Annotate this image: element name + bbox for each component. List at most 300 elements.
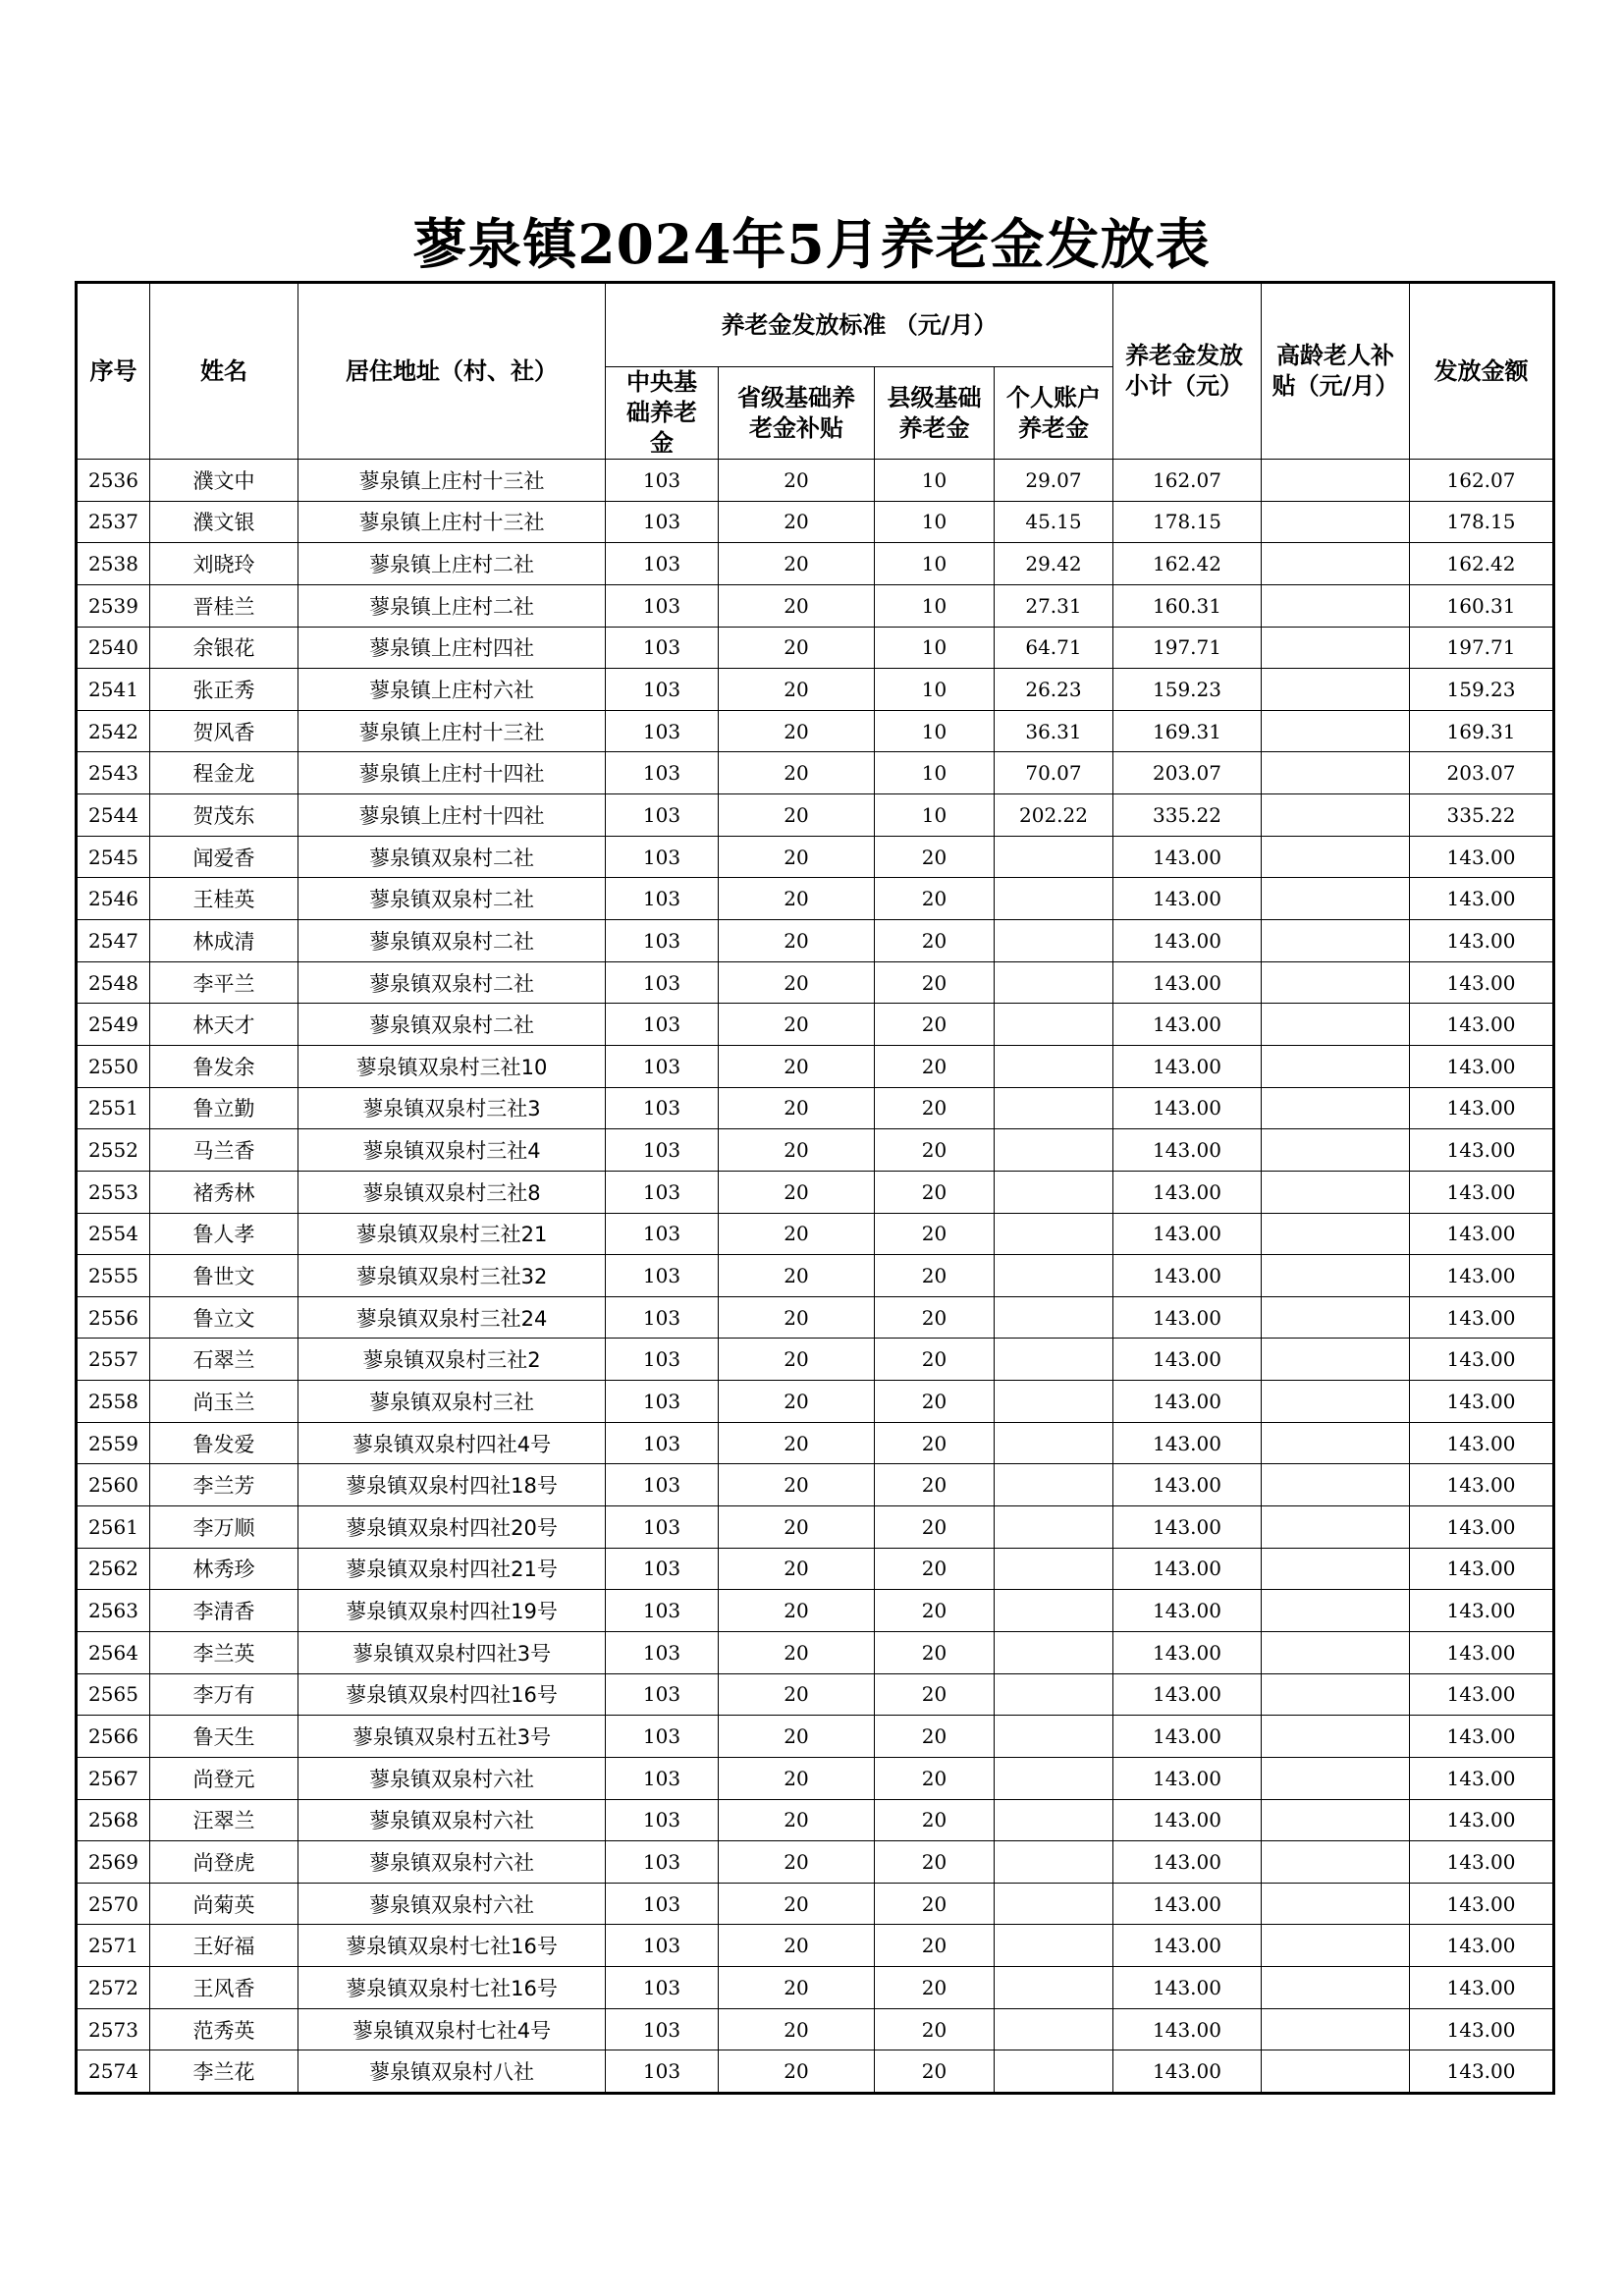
cell-address: 蓼泉镇双泉村三社32	[298, 1255, 606, 1297]
cell-name: 林天才	[150, 1004, 298, 1046]
cell-amount: 143.00	[1410, 1548, 1554, 1590]
table-row	[77, 1129, 1554, 1172]
cell-personal	[995, 1129, 1113, 1172]
cell-provincial: 20	[719, 1296, 875, 1339]
cell-central: 103	[606, 1464, 719, 1506]
cell-seq: 2569	[77, 1841, 150, 1884]
table-row	[77, 1548, 1554, 1590]
cell-county: 20	[875, 1045, 995, 1087]
table-row	[77, 1087, 1554, 1129]
cell-provincial: 20	[719, 543, 875, 585]
cell-provincial: 20	[719, 1171, 875, 1213]
cell-elderly-subsidy	[1262, 1925, 1410, 1967]
table-row	[77, 1255, 1554, 1297]
cell-provincial: 20	[719, 669, 875, 711]
table-row	[77, 752, 1554, 794]
cell-seq: 2567	[77, 1757, 150, 1799]
header-standard-group: 养老金发放标准 （元/月）	[606, 283, 1113, 367]
cell-elderly-subsidy	[1262, 501, 1410, 543]
cell-personal: 36.31	[995, 710, 1113, 752]
cell-county: 10	[875, 501, 995, 543]
cell-central: 103	[606, 1883, 719, 1925]
cell-personal	[995, 1799, 1113, 1841]
cell-address: 蓼泉镇上庄村四社	[298, 627, 606, 669]
cell-subtotal: 143.00	[1113, 1464, 1262, 1506]
cell-provincial: 20	[719, 1339, 875, 1381]
cell-seq: 2558	[77, 1381, 150, 1423]
cell-amount: 143.00	[1410, 1967, 1554, 2009]
cell-county: 20	[875, 1841, 995, 1884]
cell-address: 蓼泉镇上庄村二社	[298, 584, 606, 627]
cell-county: 20	[875, 1925, 995, 1967]
table-row	[77, 1631, 1554, 1673]
cell-elderly-subsidy	[1262, 1548, 1410, 1590]
cell-address: 蓼泉镇双泉村二社	[298, 836, 606, 878]
cell-subtotal: 143.00	[1113, 1841, 1262, 1884]
cell-seq: 2571	[77, 1925, 150, 1967]
cell-name: 李兰芳	[150, 1464, 298, 1506]
cell-personal	[995, 1213, 1113, 1255]
cell-name: 贺茂东	[150, 794, 298, 837]
cell-personal: 26.23	[995, 669, 1113, 711]
cell-subtotal: 143.00	[1113, 1381, 1262, 1423]
cell-elderly-subsidy	[1262, 1631, 1410, 1673]
cell-name: 王桂英	[150, 878, 298, 920]
cell-personal	[995, 1296, 1113, 1339]
cell-provincial: 20	[719, 2050, 875, 2094]
cell-amount: 203.07	[1410, 752, 1554, 794]
cell-county: 20	[875, 1004, 995, 1046]
cell-seq: 2553	[77, 1171, 150, 1213]
cell-county: 20	[875, 2008, 995, 2050]
cell-provincial: 20	[719, 1004, 875, 1046]
cell-seq: 2563	[77, 1590, 150, 1632]
cell-seq: 2555	[77, 1255, 150, 1297]
cell-elderly-subsidy	[1262, 1757, 1410, 1799]
header-amount: 发放金额	[1410, 283, 1554, 460]
cell-elderly-subsidy	[1262, 878, 1410, 920]
cell-seq: 2548	[77, 961, 150, 1004]
cell-amount: 143.00	[1410, 1296, 1554, 1339]
table-row	[77, 543, 1554, 585]
cell-subtotal: 143.00	[1113, 1129, 1262, 1172]
table-row	[77, 920, 1554, 962]
cell-central: 103	[606, 1925, 719, 1967]
table-row	[77, 1925, 1554, 1967]
cell-county: 20	[875, 1716, 995, 1758]
table-row	[77, 2008, 1554, 2050]
cell-provincial: 20	[719, 501, 875, 543]
cell-seq: 2556	[77, 1296, 150, 1339]
cell-elderly-subsidy	[1262, 1883, 1410, 1925]
cell-seq: 2574	[77, 2050, 150, 2094]
cell-name: 汪翠兰	[150, 1799, 298, 1841]
cell-seq: 2551	[77, 1087, 150, 1129]
cell-name: 鲁发爱	[150, 1422, 298, 1464]
cell-provincial: 20	[719, 1673, 875, 1716]
cell-central: 103	[606, 752, 719, 794]
cell-address: 蓼泉镇双泉村三社2	[298, 1339, 606, 1381]
cell-seq: 2540	[77, 627, 150, 669]
cell-address: 蓼泉镇上庄村六社	[298, 669, 606, 711]
table-row	[77, 710, 1554, 752]
header-name: 姓名	[150, 283, 298, 460]
cell-central: 103	[606, 710, 719, 752]
cell-central: 103	[606, 460, 719, 502]
cell-amount: 197.71	[1410, 627, 1554, 669]
cell-elderly-subsidy	[1262, 1799, 1410, 1841]
cell-subtotal: 143.00	[1113, 1548, 1262, 1590]
cell-county: 20	[875, 1799, 995, 1841]
cell-seq: 2573	[77, 2008, 150, 2050]
cell-subtotal: 143.00	[1113, 1925, 1262, 1967]
table-row	[77, 1045, 1554, 1087]
cell-elderly-subsidy	[1262, 920, 1410, 962]
cell-elderly-subsidy	[1262, 1171, 1410, 1213]
cell-personal	[995, 1171, 1113, 1213]
cell-amount: 143.00	[1410, 878, 1554, 920]
cell-personal	[995, 836, 1113, 878]
cell-elderly-subsidy	[1262, 794, 1410, 837]
cell-amount: 143.00	[1410, 1339, 1554, 1381]
cell-central: 103	[606, 669, 719, 711]
cell-central: 103	[606, 1799, 719, 1841]
cell-provincial: 20	[719, 794, 875, 837]
cell-name: 褚秀林	[150, 1171, 298, 1213]
table-row	[77, 1799, 1554, 1841]
cell-provincial: 20	[719, 752, 875, 794]
table-row	[77, 1716, 1554, 1758]
cell-elderly-subsidy	[1262, 1087, 1410, 1129]
cell-subtotal: 162.42	[1113, 543, 1262, 585]
cell-central: 103	[606, 1004, 719, 1046]
cell-personal	[995, 1339, 1113, 1381]
cell-subtotal: 143.00	[1113, 1716, 1262, 1758]
cell-personal	[995, 961, 1113, 1004]
cell-personal	[995, 1506, 1113, 1549]
cell-provincial: 20	[719, 878, 875, 920]
cell-provincial: 20	[719, 1548, 875, 1590]
cell-address: 蓼泉镇双泉村二社	[298, 961, 606, 1004]
cell-seq: 2570	[77, 1883, 150, 1925]
cell-central: 103	[606, 584, 719, 627]
cell-personal	[995, 1381, 1113, 1423]
cell-subtotal: 143.00	[1113, 878, 1262, 920]
table-row	[77, 1967, 1554, 2009]
cell-county: 20	[875, 1757, 995, 1799]
cell-provincial: 20	[719, 584, 875, 627]
cell-personal	[995, 1925, 1113, 1967]
cell-seq: 2557	[77, 1339, 150, 1381]
cell-amount: 162.42	[1410, 543, 1554, 585]
cell-county: 10	[875, 460, 995, 502]
cell-subtotal: 143.00	[1113, 1171, 1262, 1213]
header-elderly-subsidy: 高龄老人补贴（元/月）	[1262, 283, 1410, 460]
cell-address: 蓼泉镇双泉村二社	[298, 1004, 606, 1046]
cell-name: 鲁世文	[150, 1255, 298, 1297]
cell-provincial: 20	[719, 1129, 875, 1172]
cell-central: 103	[606, 1590, 719, 1632]
cell-elderly-subsidy	[1262, 584, 1410, 627]
cell-name: 王风香	[150, 1967, 298, 2009]
cell-name: 李清香	[150, 1590, 298, 1632]
cell-elderly-subsidy	[1262, 1673, 1410, 1716]
cell-subtotal: 143.00	[1113, 1339, 1262, 1381]
cell-subtotal: 143.00	[1113, 961, 1262, 1004]
cell-address: 蓼泉镇上庄村二社	[298, 543, 606, 585]
cell-name: 鲁人孝	[150, 1213, 298, 1255]
cell-subtotal: 143.00	[1113, 1799, 1262, 1841]
cell-county: 20	[875, 2050, 995, 2094]
cell-name: 鲁天生	[150, 1716, 298, 1758]
cell-personal	[995, 1883, 1113, 1925]
cell-central: 103	[606, 1339, 719, 1381]
cell-central: 103	[606, 920, 719, 962]
cell-elderly-subsidy	[1262, 710, 1410, 752]
cell-county: 20	[875, 961, 995, 1004]
cell-elderly-subsidy	[1262, 1464, 1410, 1506]
cell-subtotal: 143.00	[1113, 1255, 1262, 1297]
cell-amount: 143.00	[1410, 1087, 1554, 1129]
cell-personal: 70.07	[995, 752, 1113, 794]
cell-amount: 159.23	[1410, 669, 1554, 711]
cell-central: 103	[606, 1757, 719, 1799]
cell-address: 蓼泉镇双泉村二社	[298, 920, 606, 962]
cell-amount: 335.22	[1410, 794, 1554, 837]
cell-county: 10	[875, 627, 995, 669]
table-row	[77, 669, 1554, 711]
cell-county: 20	[875, 1255, 995, 1297]
cell-amount: 143.00	[1410, 1255, 1554, 1297]
cell-seq: 2560	[77, 1464, 150, 1506]
cell-subtotal: 143.00	[1113, 1757, 1262, 1799]
cell-subtotal: 143.00	[1113, 1045, 1262, 1087]
cell-subtotal: 143.00	[1113, 1673, 1262, 1716]
cell-elderly-subsidy	[1262, 1339, 1410, 1381]
cell-name: 濮文中	[150, 460, 298, 502]
table-row	[77, 1506, 1554, 1549]
header-personal: 个人账户养老金	[995, 367, 1113, 460]
cell-seq: 2561	[77, 1506, 150, 1549]
table-row	[77, 1422, 1554, 1464]
cell-subtotal: 143.00	[1113, 1967, 1262, 2009]
cell-county: 10	[875, 794, 995, 837]
cell-amount: 143.00	[1410, 1506, 1554, 1549]
cell-county: 20	[875, 1296, 995, 1339]
cell-name: 林成清	[150, 920, 298, 962]
cell-county: 20	[875, 1422, 995, 1464]
cell-provincial: 20	[719, 1841, 875, 1884]
cell-seq: 2559	[77, 1422, 150, 1464]
cell-name: 李兰花	[150, 2050, 298, 2094]
cell-provincial: 20	[719, 836, 875, 878]
cell-subtotal: 143.00	[1113, 1422, 1262, 1464]
cell-county: 10	[875, 752, 995, 794]
cell-elderly-subsidy	[1262, 2008, 1410, 2050]
cell-county: 20	[875, 1631, 995, 1673]
table-row	[77, 501, 1554, 543]
cell-subtotal: 143.00	[1113, 1590, 1262, 1632]
cell-personal	[995, 920, 1113, 962]
cell-central: 103	[606, 1422, 719, 1464]
cell-personal	[995, 1590, 1113, 1632]
cell-personal	[995, 1757, 1113, 1799]
cell-central: 103	[606, 1381, 719, 1423]
cell-central: 103	[606, 501, 719, 543]
cell-personal: 45.15	[995, 501, 1113, 543]
cell-subtotal: 143.00	[1113, 1213, 1262, 1255]
cell-provincial: 20	[719, 1967, 875, 2009]
cell-seq: 2572	[77, 1967, 150, 2009]
cell-name: 马兰香	[150, 1129, 298, 1172]
cell-address: 蓼泉镇双泉村四社21号	[298, 1548, 606, 1590]
cell-name: 鲁发余	[150, 1045, 298, 1087]
cell-address: 蓼泉镇双泉村三社24	[298, 1296, 606, 1339]
cell-subtotal: 143.00	[1113, 836, 1262, 878]
cell-subtotal: 143.00	[1113, 1631, 1262, 1673]
cell-address: 蓼泉镇上庄村十三社	[298, 710, 606, 752]
cell-name: 李平兰	[150, 961, 298, 1004]
cell-address: 蓼泉镇双泉村二社	[298, 878, 606, 920]
cell-county: 20	[875, 1548, 995, 1590]
cell-subtotal: 143.00	[1113, 2050, 1262, 2094]
cell-name: 程金龙	[150, 752, 298, 794]
cell-central: 103	[606, 2050, 719, 2094]
cell-subtotal: 159.23	[1113, 669, 1262, 711]
cell-subtotal: 143.00	[1113, 1004, 1262, 1046]
cell-county: 20	[875, 1464, 995, 1506]
cell-central: 103	[606, 1631, 719, 1673]
cell-address: 蓼泉镇双泉村三社10	[298, 1045, 606, 1087]
header-provincial: 省级基础养老金补贴	[719, 367, 875, 460]
cell-name: 濮文银	[150, 501, 298, 543]
cell-address: 蓼泉镇双泉村四社19号	[298, 1590, 606, 1632]
cell-provincial: 20	[719, 1757, 875, 1799]
cell-name: 张正秀	[150, 669, 298, 711]
cell-personal: 202.22	[995, 794, 1113, 837]
pension-table	[75, 281, 1555, 2095]
cell-personal	[995, 1841, 1113, 1884]
cell-amount: 143.00	[1410, 1004, 1554, 1046]
table-row	[77, 460, 1554, 502]
table-row	[77, 794, 1554, 837]
cell-provincial: 20	[719, 1716, 875, 1758]
cell-address: 蓼泉镇双泉村四社3号	[298, 1631, 606, 1673]
table-row	[77, 1004, 1554, 1046]
cell-elderly-subsidy	[1262, 1506, 1410, 1549]
cell-county: 20	[875, 1506, 995, 1549]
cell-name: 李兰英	[150, 1631, 298, 1673]
cell-central: 103	[606, 1673, 719, 1716]
cell-amount: 143.00	[1410, 1673, 1554, 1716]
cell-address: 蓼泉镇双泉村三社	[298, 1381, 606, 1423]
cell-amount: 143.00	[1410, 1464, 1554, 1506]
cell-amount: 178.15	[1410, 501, 1554, 543]
header-seq: 序号	[77, 283, 150, 460]
page-title: 蓼泉镇2024年5月养老金发放表	[412, 212, 1211, 276]
cell-seq: 2542	[77, 710, 150, 752]
cell-provincial: 20	[719, 1883, 875, 1925]
cell-county: 20	[875, 1171, 995, 1213]
cell-amount: 143.00	[1410, 1590, 1554, 1632]
cell-seq: 2536	[77, 460, 150, 502]
cell-address: 蓼泉镇双泉村四社4号	[298, 1422, 606, 1464]
cell-personal	[995, 1464, 1113, 1506]
table-row	[77, 1590, 1554, 1632]
cell-name: 李万顺	[150, 1506, 298, 1549]
table-row	[77, 1757, 1554, 1799]
table-row	[77, 1171, 1554, 1213]
cell-provincial: 20	[719, 920, 875, 962]
cell-amount: 143.00	[1410, 1883, 1554, 1925]
table-row	[77, 1673, 1554, 1716]
cell-seq: 2546	[77, 878, 150, 920]
cell-amount: 143.00	[1410, 1799, 1554, 1841]
table-row	[77, 878, 1554, 920]
cell-address: 蓼泉镇双泉村七社16号	[298, 1967, 606, 2009]
table-row	[77, 2050, 1554, 2094]
cell-central: 103	[606, 878, 719, 920]
cell-amount: 143.00	[1410, 1757, 1554, 1799]
cell-provincial: 20	[719, 1506, 875, 1549]
cell-personal: 64.71	[995, 627, 1113, 669]
cell-elderly-subsidy	[1262, 460, 1410, 502]
cell-central: 103	[606, 1171, 719, 1213]
cell-name: 尚登元	[150, 1757, 298, 1799]
cell-elderly-subsidy	[1262, 1129, 1410, 1172]
cell-central: 103	[606, 1548, 719, 1590]
cell-address: 蓼泉镇双泉村三社21	[298, 1213, 606, 1255]
table-row	[77, 961, 1554, 1004]
cell-name: 晋桂兰	[150, 584, 298, 627]
cell-personal	[995, 1716, 1113, 1758]
cell-seq: 2545	[77, 836, 150, 878]
cell-elderly-subsidy	[1262, 1967, 1410, 2009]
cell-amount: 143.00	[1410, 1925, 1554, 1967]
cell-name: 鲁立文	[150, 1296, 298, 1339]
cell-address: 蓼泉镇双泉村八社	[298, 2050, 606, 2094]
cell-county: 20	[875, 1129, 995, 1172]
cell-elderly-subsidy	[1262, 543, 1410, 585]
cell-county: 10	[875, 710, 995, 752]
cell-central: 103	[606, 1129, 719, 1172]
cell-county: 20	[875, 1381, 995, 1423]
cell-seq: 2543	[77, 752, 150, 794]
cell-seq: 2541	[77, 669, 150, 711]
cell-provincial: 20	[719, 710, 875, 752]
table-row	[77, 1296, 1554, 1339]
cell-name: 余银花	[150, 627, 298, 669]
table-row	[77, 584, 1554, 627]
cell-central: 103	[606, 961, 719, 1004]
cell-provincial: 20	[719, 1045, 875, 1087]
cell-personal	[995, 1548, 1113, 1590]
cell-provincial: 20	[719, 1422, 875, 1464]
cell-name: 王好福	[150, 1925, 298, 1967]
table-row	[77, 627, 1554, 669]
cell-address: 蓼泉镇上庄村十三社	[298, 501, 606, 543]
cell-seq: 2538	[77, 543, 150, 585]
cell-personal	[995, 1631, 1113, 1673]
cell-central: 103	[606, 1967, 719, 2009]
cell-elderly-subsidy	[1262, 627, 1410, 669]
cell-seq: 2549	[77, 1004, 150, 1046]
cell-amount: 143.00	[1410, 1716, 1554, 1758]
cell-county: 20	[875, 836, 995, 878]
cell-elderly-subsidy	[1262, 1381, 1410, 1423]
cell-provincial: 20	[719, 1087, 875, 1129]
cell-subtotal: 197.71	[1113, 627, 1262, 669]
